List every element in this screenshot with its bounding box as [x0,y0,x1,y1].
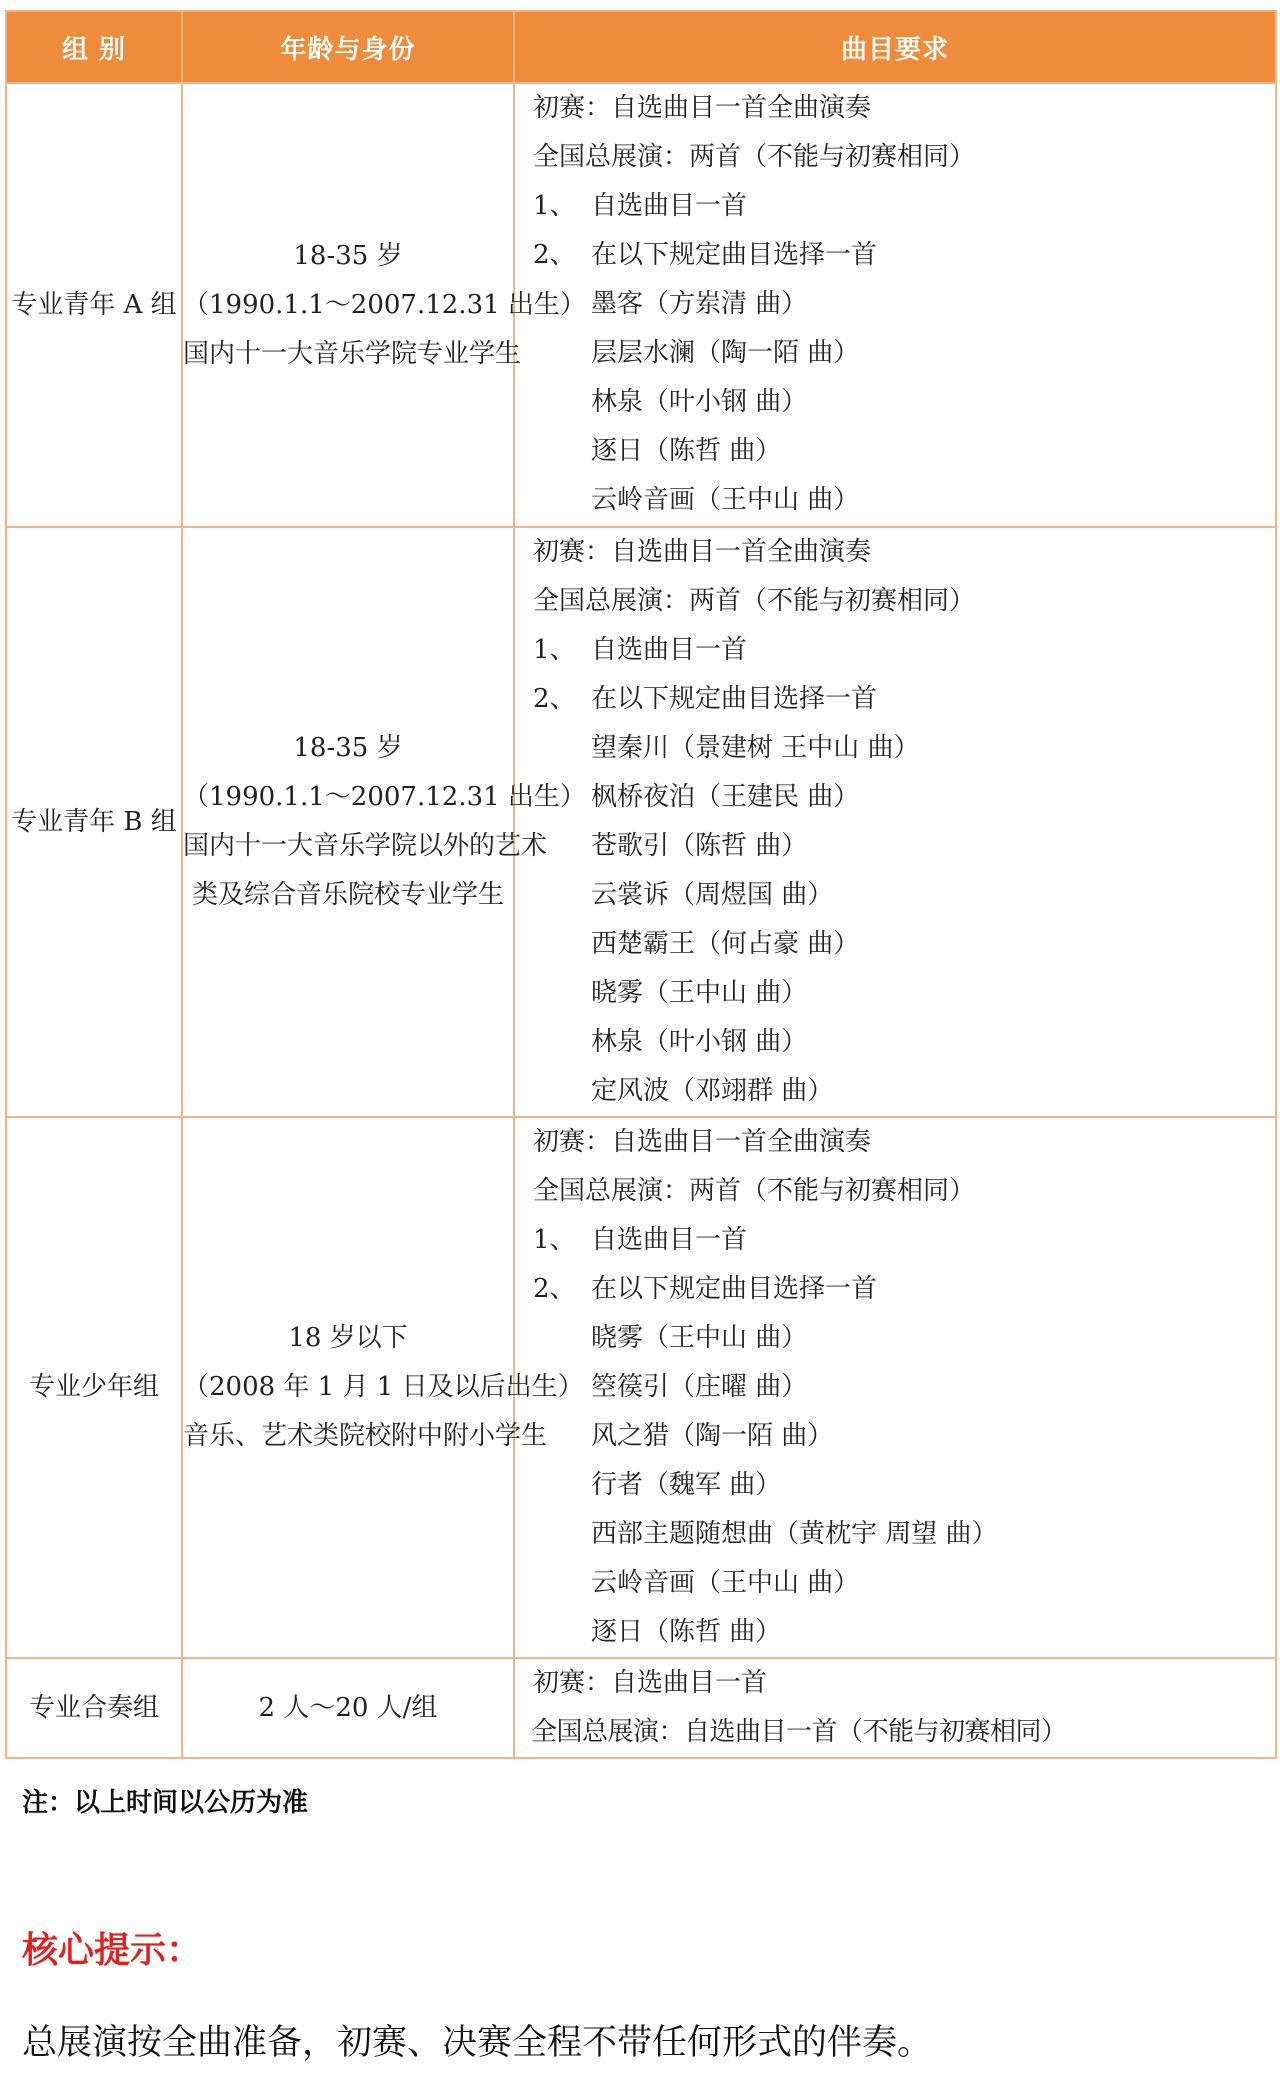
core-tip-text: 总展演按全曲准备，初赛、决赛全程不带任何形式的伴奏。 [22,2023,933,2063]
age-line: 2 人～20 人/组 [258,1692,438,1723]
prelim-text: 初赛：自选曲目一首 [533,1668,768,1698]
list-item [515,1216,1275,1265]
header-age-identity: 年龄与身份 [182,11,514,83]
final-text: 全国总展演：自选曲目一首（不能与初赛相同） [531,1717,1067,1747]
piece-item: 箜篌引（庄曜 曲） [591,1372,808,1402]
item-text: 在以下规定曲目选择一首 [591,1274,878,1304]
piece-item: 林泉（叶小钢 曲） [591,387,808,417]
final-text: 全国总展演：两首（不能与初赛相同） [533,142,976,172]
age-cell [182,527,586,1117]
prelim-text: 初赛：自选曲目一首全曲演奏 [533,537,872,567]
footnote: 注：以上时间以公历为准 [22,1788,309,1818]
piece-item: 云岭音画（王中山 曲） [591,485,860,515]
group-cell: 专业合奏组 [6,1658,182,1758]
repertoire-cell [514,1117,1276,1658]
table-row [6,83,1276,527]
table-row [6,1117,1276,1658]
age-line: （1990.1.1～2007.12.31 出生） [183,782,586,812]
piece-item: 墨客（方岽清 曲） [591,289,808,319]
piece-item: 西楚霸王（何占豪 曲） [591,929,860,959]
core-tip-title: 核心提示： [22,1930,203,1971]
list-item [515,182,1275,231]
piece-item: 晓雾（王中山 曲） [591,1323,808,1353]
piece-item: 层层水澜（陶一陌 曲） [591,338,860,368]
list-item [515,626,1275,675]
item-number: 1、 [533,1225,576,1255]
age-line: 国内十一大音乐学院以外的艺术 [183,831,548,861]
age-line: 国内十一大音乐学院专业学生 [183,338,522,369]
repertoire-cell [514,1658,1276,1758]
piece-item: 枫桥夜泊（王建民 曲） [591,782,860,812]
age-cell [182,1117,584,1658]
age-line: （2008 年 1 月 1 日及以后出生） [183,1372,584,1402]
item-number: 2、 [533,684,576,714]
piece-item: 云岭音画（王中山 曲） [591,1568,860,1598]
table-row [6,527,1276,1117]
item-number: 1、 [533,635,576,665]
item-text: 在以下规定曲目选择一首 [591,240,878,270]
header-repertoire: 曲目要求 [514,11,1276,83]
piece-item: 定风波（邓翊群 曲） [591,1076,834,1106]
final-text: 全国总展演：两首（不能与初赛相同） [533,1176,976,1206]
piece-item: 苍歌引（陈哲 曲） [591,831,808,861]
age-cell [182,83,586,527]
item-number: 2、 [533,1274,576,1304]
list-item [515,231,1275,280]
age-line: （1990.1.1～2007.12.31 出生） [183,289,586,320]
item-text: 自选曲目一首 [591,191,748,221]
piece-item: 林泉（叶小钢 曲） [591,1027,808,1057]
list-item [515,1265,1275,1314]
repertoire-cell [514,83,1276,527]
group-cell: 专业青年 A 组 [6,83,182,527]
piece-item: 行者（魏军 曲） [591,1470,782,1500]
piece-item: 望秦川（景建树 王中山 曲） [591,733,920,763]
age-line: 18-35 岁 [293,240,403,271]
table-header-row [6,11,1276,83]
group-cell: 专业青年 B 组 [6,527,182,1117]
item-text: 在以下规定曲目选择一首 [591,684,878,714]
item-number: 2、 [533,240,576,270]
repertoire-cell [514,527,1276,1117]
competition-requirements-table [5,10,1277,1759]
prelim-text: 初赛：自选曲目一首全曲演奏 [533,93,872,123]
group-cell: 专业少年组 [6,1117,182,1658]
item-number: 1、 [533,191,576,221]
piece-item: 逐日（陈哲 曲） [591,1617,782,1647]
prelim-text: 初赛：自选曲目一首全曲演奏 [533,1127,872,1157]
item-text: 自选曲目一首 [591,1225,748,1255]
age-line: 音乐、艺术类院校附中附小学生 [183,1421,548,1451]
piece-item: 云裳诉（周煜国 曲） [591,880,834,910]
age-line: 18-35 岁 [293,733,403,763]
table-row [6,1658,1276,1758]
piece-item: 西部主题随想曲（黄枕宇 周望 曲） [591,1519,998,1549]
age-line: 18 岁以下 [288,1323,408,1353]
header-group: 组 别 [6,11,182,83]
piece-item: 逐日（陈哲 曲） [591,436,782,466]
piece-item: 晓雾（王中山 曲） [591,978,808,1008]
final-text: 全国总展演：两首（不能与初赛相同） [533,586,976,616]
age-cell [182,1658,514,1758]
age-line: 类及综合音乐院校专业学生 [191,880,504,910]
piece-item: 风之猎（陶一陌 曲） [591,1421,834,1451]
list-item [515,675,1275,724]
item-text: 自选曲目一首 [591,635,748,665]
